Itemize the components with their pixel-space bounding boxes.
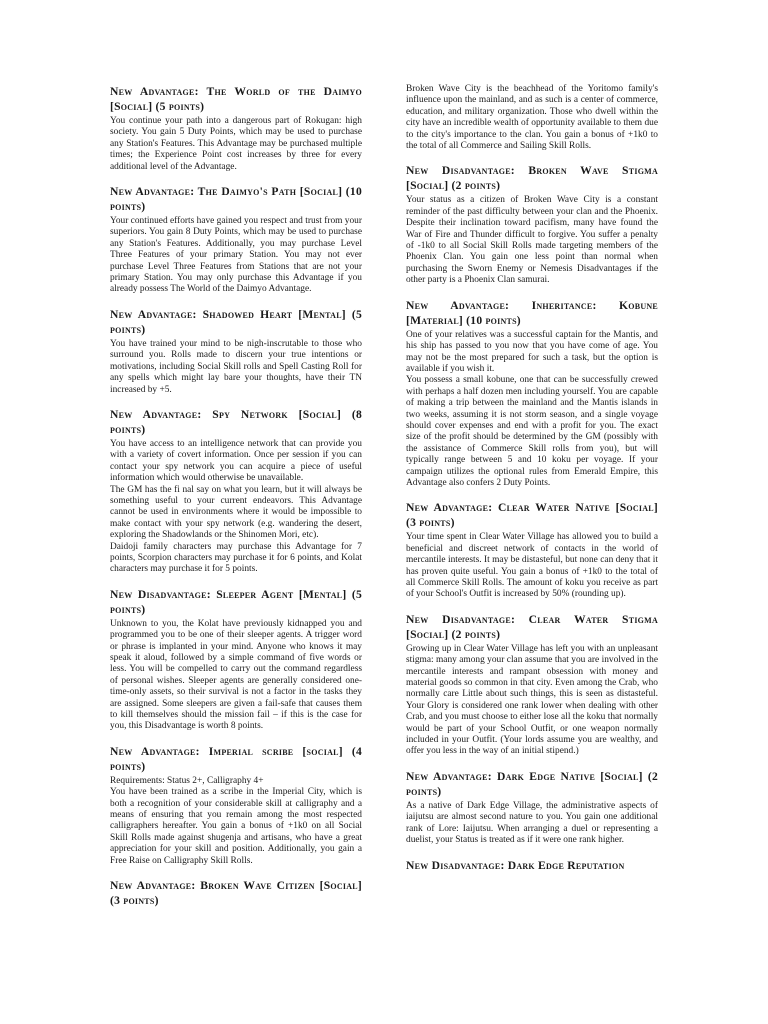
entry-new-advantage-spy-network-social-8-points (110, 407, 362, 576)
entry-paragraph: As a native of Dark Edge Village, the administrative aspects of iaijutsu are almost second nature to you. You gain one additional rank of Lore: Iaijutsu. When arranging a duel or representing a duelist, your Status is treated as if it were one rank higher. (406, 800, 658, 846)
entry-heading: New Advantage: Broken Wave Citizen [Social] (3 points) (110, 879, 362, 908)
entry-heading: New Advantage: Dark Edge Native [Social] (2 points) (406, 769, 658, 798)
left-column (110, 84, 362, 919)
entry-paragraph: You have trained your mind to be nigh-inscrutable to those who surround you. Rolls made to discern your true intentions or motivations, including Social Skill rolls and Spell Casting Roll for any spells which might lay bare your thoughts, have their TN increased by +5. (110, 338, 362, 395)
entry-new-advantage-imperial-scribe-social-4-points (110, 744, 362, 867)
entry-new-advantage-inheritance-kobune-material-10-poi (406, 298, 658, 490)
entry-new-advantage-the-daimyo-s-path-social-10-points (110, 184, 362, 296)
entry-new-disadvantage-clear-water-stigma-social-2-poi (406, 612, 658, 758)
entry-new-advantage-broken-wave-citizen-social-3-point (110, 878, 362, 908)
entry-new-advantage-shadowed-heart-mental-5-points (110, 307, 362, 396)
entry-continuation (406, 84, 658, 152)
entry-paragraph: One of your relatives was a successful captain for the Mantis, and his ship has passed to you now that you have come of age. You may not be the most prepared for such a task, but the option is available if you wish it. (406, 329, 658, 374)
entry-paragraph: Daidoji family characters may purchase this Advantage for 7 points, Scorpion characters may purchase it for 6 points, and Kolat characters may purchase it for 5 points. (110, 541, 362, 575)
entry-paragraph: Your continued efforts have gained you respect and trust from your superiors. You gain 8 Duty Points, which may be used to purchase any Station's Features. Additionally, you may purchase Level Three Features of your primary Station. You may not ever purchase Level Three Features from Stations that are not your primary Station. You may only purchase this Advantage if you already possess The World of the Daimyo Advantage. (110, 216, 362, 295)
entry-heading: New Disadvantage: Clear Water Stigma [Social] (2 points) (406, 612, 658, 641)
entry-paragraph: Requirements: Status 2+, Calligraphy 4+ (110, 775, 264, 786)
entry-paragraph: Broken Wave City is the beachhead of the Yoritomo family's influence upon the mainland, and as such is a center of commerce, education, and military organization. Those who dwell within the city have an incredible wealth of opportunity available to them due to the city's importance to the clan. You gain a bonus of +1k0 to the total of all Commerce and Sailing Skill Rolls. (406, 84, 658, 152)
entry-new-advantage-the-world-of-the-daimyo-social-5-p (110, 84, 362, 173)
entry-paragraph: You have access to an intelligence network that can provide you with a variety of covert information. Once per session if you can contact your spy network you can acquire a piece of useful information which would otherwise be unavailable. (110, 438, 362, 484)
entry-paragraph: Unknown to you, the Kolat have previously kidnapped you and programmed you to be one of their sleeper agents. A trigger word or phrase is implanted in your mind. Anyone who knows it may speak it aloud, followed by a simple command of five words or less. You will be compelled to carry out the command regardless of personal wishes. Sleeper agents are generally considered one-time-only assets, so their survival is not a factor in the tasks they are assigned. Some sleepers are given a fail-safe that causes them to kill themselves should the mission fail – if this is the case for you, this Disadvantage is worth 8 points. (110, 618, 362, 732)
entry-new-disadvantage-broken-wave-stigma-social-2-poi (406, 163, 658, 286)
entry-heading: New Advantage: Imperial scribe [social] (4 points) (110, 744, 362, 773)
entry-paragraph: The GM has the fi nal say on what you learn, but it will always be something useful to your current endeavors. This Advantage cannot be used in environments where it would be impossible to make contact with your spy network (e.g. wandering the desert, exploring the Shadowlands or the Shinomen Mori, etc). (110, 484, 362, 541)
entry-heading: New Disadvantage: Dark Edge Reputation (406, 858, 625, 872)
entry-heading: New Advantage: The Daimyo's Path [Social] (10 points) (110, 185, 362, 214)
entry-heading: New Advantage: Inheritance: Kobune [Material] (10 points) (406, 298, 658, 327)
entry-heading: New Disadvantage: Sleeper Agent [Mental] (5 points) (110, 587, 362, 616)
entry-paragraph: You have been trained as a scribe in the Imperial City, which is both a recognition of your considerable skill at calligraphy and a means of ensuring that you remain among the most respected calligraphers hereafter. You gain a bonus of +1k0 on all Social Skill Rolls made against shugenja and artisans, who have a great appreciation for your skill and position. Additionally, you gain a Free Raise on Calligraphy Skill Rolls. (110, 787, 362, 866)
entry-paragraph: You possess a small kobune, one that can be successfully crewed with perhaps a half dozen men including yourself. You are capable of making a trip between the mainland and the Mantis islands in two weeks, assuming it is not storm season, and a single voyage should cover expenses and end with a profit for you. The exact size of the profit should be determined by the GM (possibly with the assistance of Commerce Skill rolls from you), but will typically range between 5 and 10 koku per voyage. If your campaign utilizes the optional rules from Emerald Empire, this Advantage also confers 2 Duty Points. (406, 375, 658, 488)
entry-new-disadvantage-sleeper-agent-mental-5-points (110, 587, 362, 733)
entry-paragraph: Your time spent in Clear Water Village has allowed you to build a beneficial and discreet network of contacts in the world of mercantile interests. It may be distasteful, but none can deny that it has proven quite useful. You gain a bonus of +1k0 to the total of all Commerce Skill Rolls. The amount of koku you receive as part of your School's Outfit is increased by 50% (rounding up). (406, 532, 658, 600)
entry-heading: New Advantage: The World of the Daimyo [Social] (5 points) (110, 85, 362, 113)
right-column (406, 84, 658, 884)
entry-new-disadvantage-dark-edge-reputation (406, 858, 658, 873)
entry-heading: New Disadvantage: Broken Wave Stigma [Social] (2 points) (406, 164, 658, 193)
entry-heading: New Advantage: Shadowed Heart [Mental] (5 points) (110, 307, 362, 336)
entry-paragraph: Growing up in Clear Water Village has left you with an unpleasant stigma: many among your clan assume that you are involved in the mercantile interests and rampant obsession with money and material goods so common in that city. Even among the Crab, who normally care Little about such things, this is seen as distasteful. Your Glory is considered one rank lower when dealing with other Crab, and you must choose to either lose all the koku that normally would be part of your School Outfit, or one weapon normally included in your Outfit. (Your lords assume you are wealthy, and offer you less in the way of an initial stipend.) (406, 643, 658, 757)
entry-new-advantage-dark-edge-native-social-2-points (406, 769, 658, 847)
entry-heading: New Advantage: Spy Network [Social] (8 points) (110, 407, 362, 436)
entry-paragraph: You continue your path into a dangerous part of Rokugan: high society. You gain 5 Duty Points, which may be used to purchase any Station's Features. This Advantage may be purchased multiple times; the Experience Point cost increases by three for every additional level of the Advantage. (110, 116, 362, 172)
entry-heading: New Advantage: Clear Water Native [Social] (3 points) (406, 501, 658, 530)
entry-new-advantage-clear-water-native-social-3-points (406, 500, 658, 600)
entry-paragraph: Your status as a citizen of Broken Wave City is a constant reminder of the past difficulty between your clan and the Phoenix. Despite their inclination toward pacifism, many have found the War of Fire and Thunder difficult to forgive. You suffer a penalty of -1k0 to all Social Skill Rolls made targeting members of the Phoenix Clan. You gain one less point than normal when purchasing the Sworn Enemy or Nemesis Disadvantages if the other party is a Phoenix Clan samurai. (406, 195, 658, 286)
